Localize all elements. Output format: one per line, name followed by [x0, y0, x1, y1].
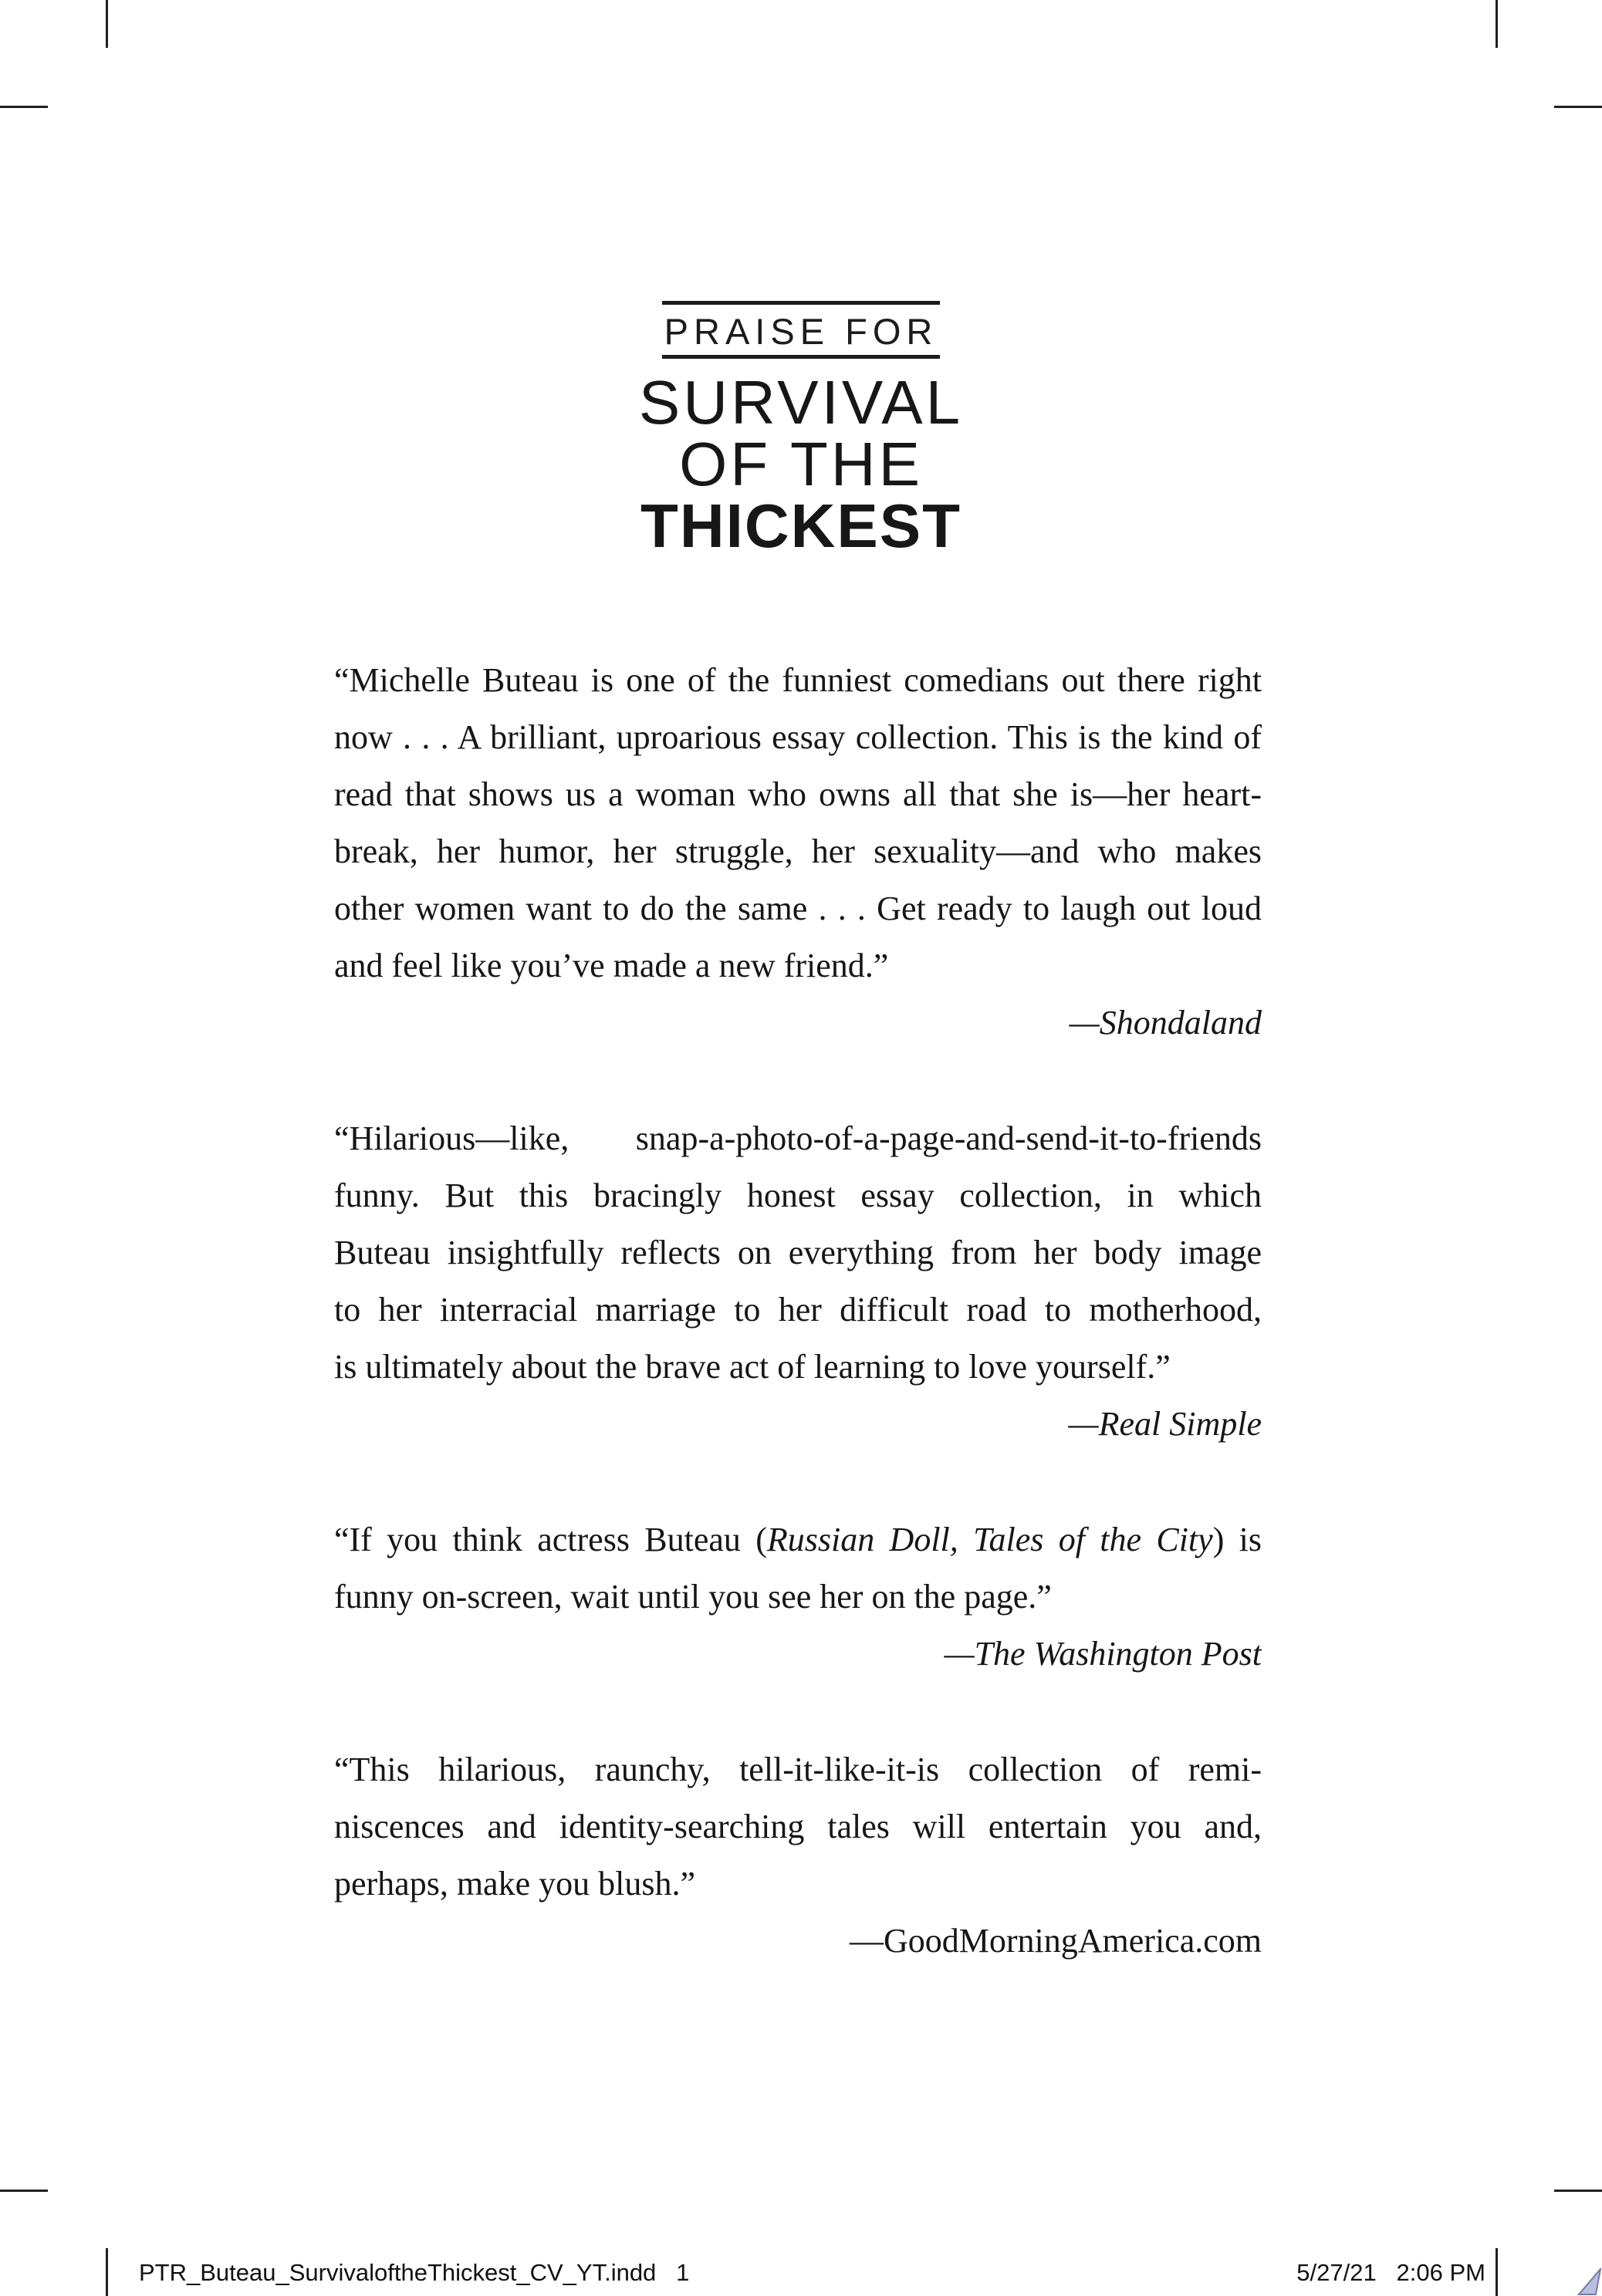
crop-mark-bottom-left-horizontal: [0, 2190, 48, 2192]
crop-mark-top-right-horizontal: [1554, 106, 1602, 108]
footer-timestamp: 5/27/21 2:06 PM: [1296, 2259, 1485, 2286]
quote-attribution: —GoodMorningAmerica.com: [850, 1922, 1262, 1960]
quote-line: other women want to do the same . . . Get ready to laugh out loud: [334, 890, 1262, 927]
quote-line: to her interracial marriage to her difficult road to motherhood,: [334, 1291, 1262, 1329]
book-title: [0, 368, 1602, 560]
book-title-line-1: SURVIVAL: [638, 368, 964, 437]
quote-line: is ultimately about the brave act of learning to love yourself.”: [334, 1348, 1171, 1386]
crop-mark-top-left-horizontal: [0, 106, 48, 108]
cursor-artifact-icon: [1577, 2268, 1602, 2296]
quote-attribution: —Shondaland: [1069, 1004, 1262, 1042]
praise-label: PRAISE FOR: [664, 311, 938, 352]
book-title-line-2: OF THE: [679, 430, 923, 498]
quote-line: read that shows us a woman who owns all that she is—her heart-: [334, 775, 1262, 813]
quote-line: “Michelle Buteau is one of the funniest comedians out there right: [334, 661, 1262, 699]
footer-filename: PTR_Buteau_SurvivaloftheThickest_CV_YT.indd 1: [139, 2259, 690, 2286]
crop-mark-bottom-left-vertical: [106, 2248, 108, 2296]
quote-line: funny on-screen, wait until you see her on the page.”: [334, 1578, 1052, 1616]
crop-mark-top-right-vertical: [1496, 0, 1498, 48]
praise-rule-top: [662, 301, 940, 305]
praise-quote: [334, 1511, 1262, 1683]
quote-line: now . . . A brilliant, uproarious essay collection. This is the kind of: [334, 718, 1262, 756]
crop-mark-bottom-right-horizontal: [1554, 2190, 1602, 2192]
praise-quote: [334, 652, 1262, 1052]
quote-attribution: —The Washington Post: [944, 1635, 1262, 1673]
quote-segment-italic: Russian Doll, Tales of the City: [766, 1521, 1213, 1558]
quote-segment: “If you think actress Buteau (: [334, 1521, 767, 1558]
quote-attribution: —Real Simple: [1068, 1405, 1262, 1443]
quote-line: Buteau insightfully reflects on everything from her body image: [334, 1234, 1262, 1271]
quote-segment: ) is: [1212, 1521, 1262, 1558]
quote-line: “This hilarious, raunchy, tell-it-like-it-is collection of remi-: [334, 1751, 1262, 1788]
crop-mark-bottom-right-vertical: [1496, 2248, 1498, 2296]
crop-mark-top-left-vertical: [106, 0, 108, 48]
book-title-line-3: THICKEST: [640, 491, 962, 560]
quote-line: perhaps, make you blush.”: [334, 1865, 695, 1903]
quote-line: [334, 1511, 1262, 1568]
praise-quotes: [334, 652, 1262, 1970]
praise-quote: [334, 1110, 1262, 1453]
quote-line: funny. But this bracingly honest essay collection, in which: [334, 1177, 1262, 1214]
quote-line: and feel like you’ve made a new friend.”: [334, 947, 889, 984]
quote-line: break, her humor, her struggle, her sexuality—and who makes: [334, 832, 1262, 870]
praise-quote: [334, 1741, 1262, 1970]
praise-rule-bottom: [662, 355, 940, 359]
quote-line: “Hilarious—like, snap-a-photo-of-a-page-and-send-it-to-friends: [334, 1119, 1262, 1157]
quote-line: niscences and identity-searching tales will entertain you and,: [334, 1808, 1262, 1845]
